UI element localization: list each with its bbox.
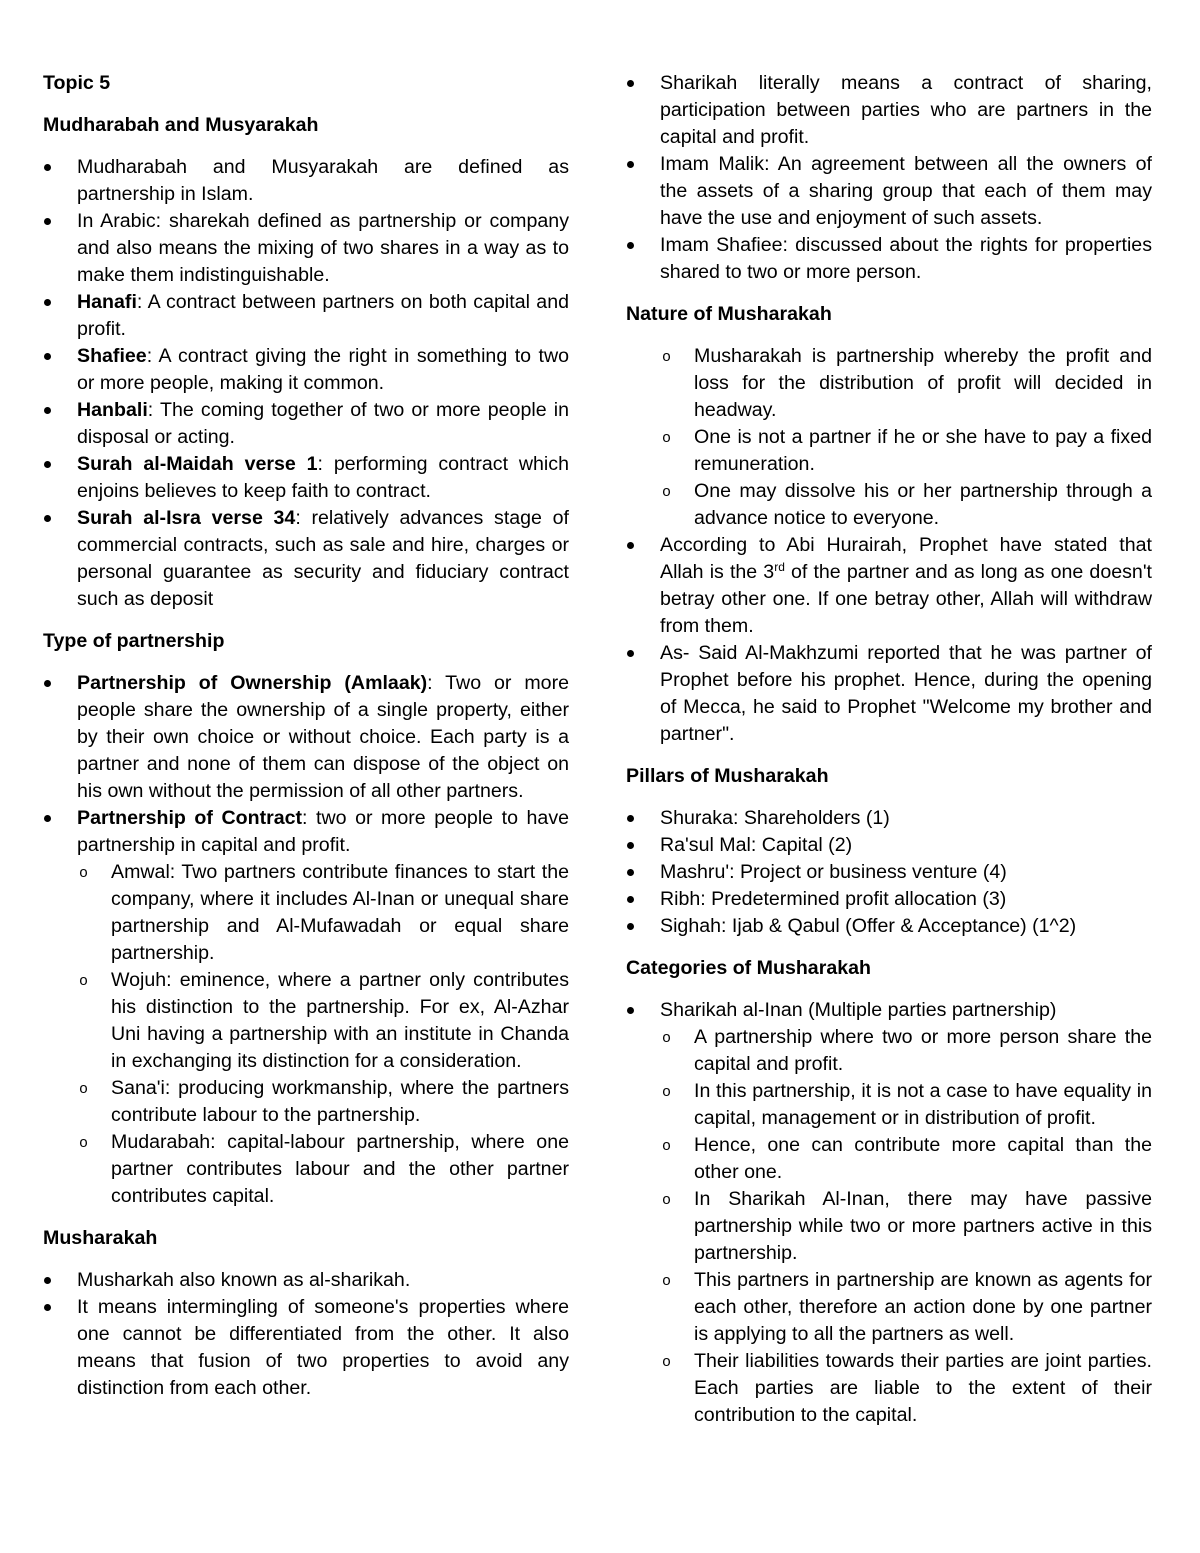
nature-list	[660, 343, 1152, 532]
list-item: o Sana'i: producing workmanship, where the partners contribute labour to the partnership.	[77, 1075, 569, 1129]
list-item: Musharkah also known as al-sharikah.	[43, 1267, 569, 1294]
list-item: o A partnership where two or more person share the capital and profit.	[660, 1024, 1152, 1078]
section-heading-pillars: Pillars of Musharakah	[626, 765, 829, 787]
list-item: o This partners in partnership are known as agents for each other, therefore an action done by one partner is applying to all the partners as well.	[660, 1267, 1152, 1348]
list-item: Hanafi: A contract between partners on both capital and profit.	[43, 289, 569, 343]
topic-number: Topic 5	[43, 72, 111, 94]
section-heading-type-of-partnership: Type of partnership	[43, 630, 225, 652]
list-item: Partnership of Ownership (Amlaak): Two or more people share the ownership of a single property, either by their own choice or without choice. Each party is a partner and none of them can dispose of the object on his own without the permission of all other partners.	[43, 670, 569, 805]
definitions-list	[43, 154, 569, 613]
list-item: Mudharabah and Musyarakah are defined as partnership in Islam.	[43, 154, 569, 208]
section-heading-categories: Categories of Musharakah	[626, 957, 871, 979]
list-item: o Mudarabah: capital-labour partnership, where one partner contributes labour and the other partner contributes capital.	[77, 1129, 569, 1210]
categories-list	[626, 997, 1152, 1024]
list-item: Sharikah al-Inan (Multiple parties partnership)	[626, 997, 1152, 1024]
contract-subtypes-list	[77, 859, 569, 1210]
list-item: Ra'sul Mal: Capital (2)	[626, 832, 1152, 859]
list-item: o Wojuh: eminence, where a partner only contributes his distinction to the partnership. For ex, Al-Azhar Uni having a partnership with an institute in Chanda in exchanging its distinction for a consideration.	[77, 967, 569, 1075]
partnership-types-list	[43, 670, 569, 859]
section-heading-musharakah: Musharakah	[43, 1227, 158, 1249]
list-item: Shuraka: Shareholders (1)	[626, 805, 1152, 832]
list-item: Mashru': Project or business venture (4)	[626, 859, 1152, 886]
list-item: Imam Shafiee: discussed about the rights for properties shared to two or more person.	[626, 232, 1152, 286]
list-item: o One may dissolve his or her partnership through a advance notice to everyone.	[660, 478, 1152, 532]
list-item: In Arabic: sharekah defined as partnership or company and also means the mixing of two shares in a way as to make them indistinguishable.	[43, 208, 569, 289]
categories-sub-list	[660, 1024, 1152, 1429]
section-heading-nature: Nature of Musharakah	[626, 303, 832, 325]
list-item: As- Said Al-Makhzumi reported that he was partner of Prophet before his prophet. Hence, during the opening of Mecca, he said to Prophet "Welcome my brother and partner".	[626, 640, 1152, 748]
list-item: o Musharakah is partnership whereby the profit and loss for the distribution of profit will decided in headway.	[660, 343, 1152, 424]
list-item: Partnership of Contract: two or more people to have partnership in capital and profit.	[43, 805, 569, 859]
list-item: o One is not a partner if he or she have to pay a fixed remuneration.	[660, 424, 1152, 478]
sharikah-definitions-list	[626, 70, 1152, 286]
hadith-list	[626, 532, 1152, 748]
list-item: Shafiee: A contract giving the right in something to two or more people, making it common.	[43, 343, 569, 397]
list-item: It means intermingling of someone's properties where one cannot be differentiated from the other. It also means that fusion of two properties to avoid any distinction from each other.	[43, 1294, 569, 1402]
pillars-list	[626, 805, 1152, 940]
document-title: Mudharabah and Musyarakah	[43, 114, 319, 136]
left-column	[43, 70, 569, 1402]
list-item: Hanbali: The coming together of two or more people in disposal or acting.	[43, 397, 569, 451]
right-column	[626, 70, 1152, 1429]
list-item: Ribh: Predetermined profit allocation (3)	[626, 886, 1152, 913]
list-item: o In Sharikah Al-Inan, there may have passive partnership while two or more partners active in this partnership.	[660, 1186, 1152, 1267]
list-item: o Their liabilities towards their parties are joint parties. Each parties are liable to the extent of their contribution to the capital.	[660, 1348, 1152, 1429]
list-item: o Hence, one can contribute more capital than the other one.	[660, 1132, 1152, 1186]
list-item: o In this partnership, it is not a case to have equality in capital, management or in distribution of profit.	[660, 1078, 1152, 1132]
musharakah-list	[43, 1267, 569, 1402]
list-item: Imam Malik: An agreement between all the owners of the assets of a sharing group that each of them may have the use and enjoyment of such assets.	[626, 151, 1152, 232]
list-item: Sighah: Ijab & Qabul (Offer & Acceptance) (1^2)	[626, 913, 1152, 940]
list-item: Surah al-Maidah verse 1: performing contract which enjoins believes to keep faith to contract.	[43, 451, 569, 505]
list-item: Surah al-Isra verse 34: relatively advances stage of commercial contracts, such as sale and hire, charges or personal guarantee as security and fiduciary contract such as deposit	[43, 505, 569, 613]
list-item: According to Abi Hurairah, Prophet have stated that Allah is the 3rd of the partner and as long as one doesn't betray other one. If one betray other, Allah will withdraw from them.	[626, 532, 1152, 640]
list-item: Sharikah literally means a contract of sharing, participation between parties who are partners in the capital and profit.	[626, 70, 1152, 151]
list-item: o Amwal: Two partners contribute finances to start the company, where it includes Al-Inan or unequal share partnership and Al-Mufawadah or equal share partnership.	[77, 859, 569, 967]
